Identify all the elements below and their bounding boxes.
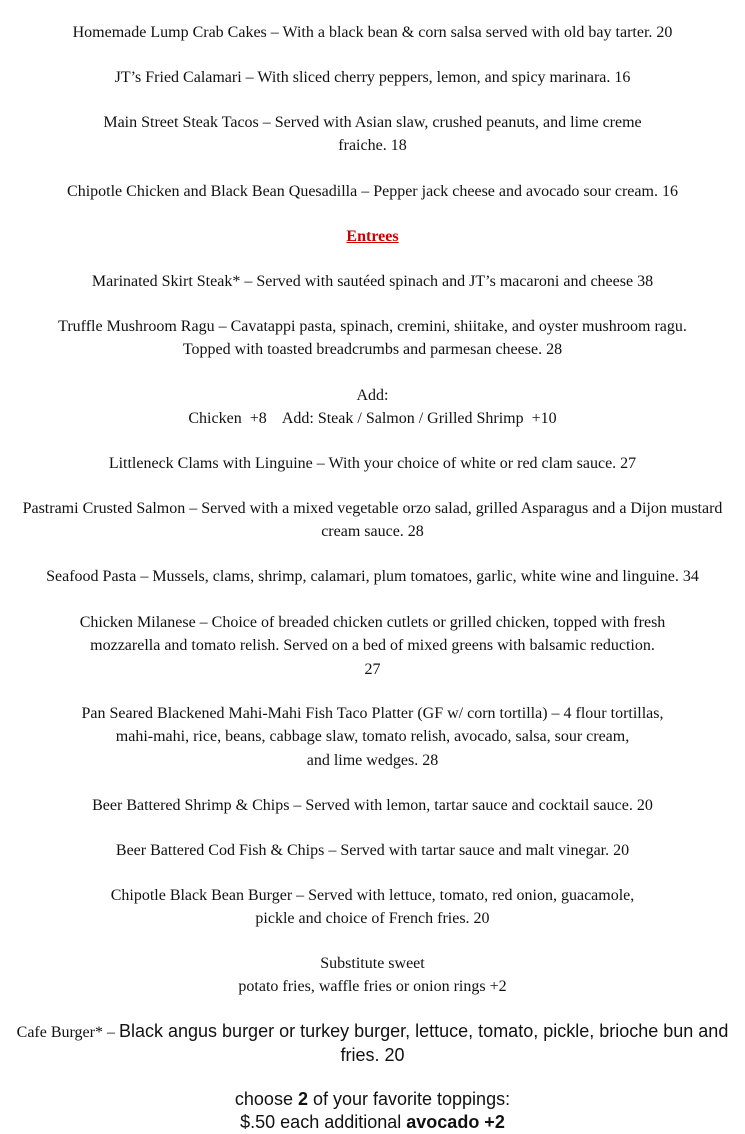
toppings-extra: $.50 each additional: [240, 1112, 407, 1132]
substitute-line-2: potato fries, waffle fries or onion rings +2: [238, 978, 507, 996]
steak-tacos-item: [10, 111, 735, 158]
cafe-burger-line-1: [10, 1020, 735, 1044]
mahi-tacos-line-2: mahi-mahi, rice, beans, cabbage slaw, tomato relish, avocado, salsa, sour cream,: [115, 728, 630, 746]
fried-calamari-item: JT’s Fried Calamari – With sliced cherry peppers, lemon, and spicy marinara. 16: [114, 69, 631, 86]
toppings-note: [10, 1088, 735, 1134]
chicken-milanese-line-1: Chicken Milanese – Choice of breaded chicken cutlets or grilled chicken, topped with fresh: [79, 614, 666, 631]
pastrami-salmon-line-1: Pastrami Crusted Salmon – Served with a mixed vegetable orzo salad, grilled Asparagus and a Dijon mustard: [22, 500, 723, 517]
steak-tacos-line-1: Main Street Steak Tacos – Served with Asian slaw, crushed peanuts, and lime creme: [103, 114, 642, 131]
chicken-milanese-line-2: mozzarella and tomato relish. Served on a bed of mixed greens with balsamic reduction.: [90, 637, 655, 655]
add-on-options: [10, 384, 735, 431]
toppings-line-2: [10, 1111, 735, 1134]
chicken-milanese-item: [10, 611, 735, 681]
crab-cakes-item: Homemade Lump Crab Cakes – With a black bean & corn salsa served with old bay tarter. 20: [72, 24, 673, 41]
add-on-label: Add:: [356, 387, 389, 404]
steak-tacos-line-2: fraiche. 18: [338, 137, 407, 155]
bean-burger-line-1: Chipotle Black Bean Burger – Served with lettuce, tomato, red onion, guacamole,: [110, 887, 635, 904]
mahi-tacos-line-3: and lime wedges. 28: [306, 751, 439, 769]
shrimp-chips-item: Beer Battered Shrimp & Chips – Served with lemon, tartar sauce and cocktail sauce. 20: [92, 797, 653, 814]
cafe-burger-line-2: fries. 20: [340, 1045, 405, 1066]
chicken-milanese-line-3: 27: [364, 660, 381, 678]
add-on-prices: Chicken +8 Add: Steak / Salmon / Grilled Shrimp +10: [188, 410, 557, 428]
cafe-burger-name: Cafe Burger* –: [16, 1024, 115, 1041]
toppings-avocado: avocado +2: [406, 1112, 505, 1132]
cod-chips-item: Beer Battered Cod Fish & Chips – Served with tartar sauce and malt vinegar. 20: [115, 842, 630, 859]
clams-linguine-item: Littleneck Clams with Linguine – With your choice of white or red clam sauce. 27: [108, 455, 637, 472]
quesadilla-item: Chipotle Chicken and Black Bean Quesadilla – Pepper jack cheese and avocado sour cream. 16: [67, 183, 678, 200]
pastrami-salmon-item: [10, 497, 735, 544]
mahi-tacos-item: [10, 702, 735, 772]
bean-burger-item: [10, 884, 735, 931]
toppings-pre: choose: [234, 1089, 298, 1109]
truffle-ragu-line-2: Topped with toasted breadcrumbs and parmesan cheese. 28: [182, 341, 563, 359]
skirt-steak-item: Marinated Skirt Steak* – Served with sautéed spinach and JT’s macaroni and cheese 38: [91, 273, 654, 290]
entrees-heading: Entrees: [346, 228, 399, 245]
toppings-post: of your favorite toppings:: [307, 1089, 511, 1109]
bean-burger-line-2: pickle and choice of French fries. 20: [255, 910, 490, 928]
cafe-burger-description: Black angus burger or turkey burger, lettuce, tomato, pickle, brioche bun and: [118, 1021, 729, 1041]
truffle-ragu-line-1: Truffle Mushroom Ragu – Cavatappi pasta, spinach, cremini, shiitake, and oyster mushroom ragu.: [58, 318, 687, 335]
substitute-line-1: Substitute sweet: [320, 955, 425, 972]
substitute-fries-note: [10, 952, 735, 999]
cafe-burger-item: [10, 1020, 735, 1067]
truffle-ragu-item: [10, 315, 735, 362]
pastrami-salmon-line-2: cream sauce. 28: [321, 523, 424, 541]
seafood-pasta-item: Seafood Pasta – Mussels, clams, shrimp, calamari, plum tomatoes, garlic, white wine and linguine. 34: [46, 568, 699, 585]
toppings-count: 2: [297, 1089, 308, 1109]
mahi-tacos-line-1: Pan Seared Blackened Mahi-Mahi Fish Taco Platter (GF w/ corn tortilla) – 4 flour tortillas,: [81, 705, 664, 722]
toppings-line-1: [10, 1088, 735, 1111]
